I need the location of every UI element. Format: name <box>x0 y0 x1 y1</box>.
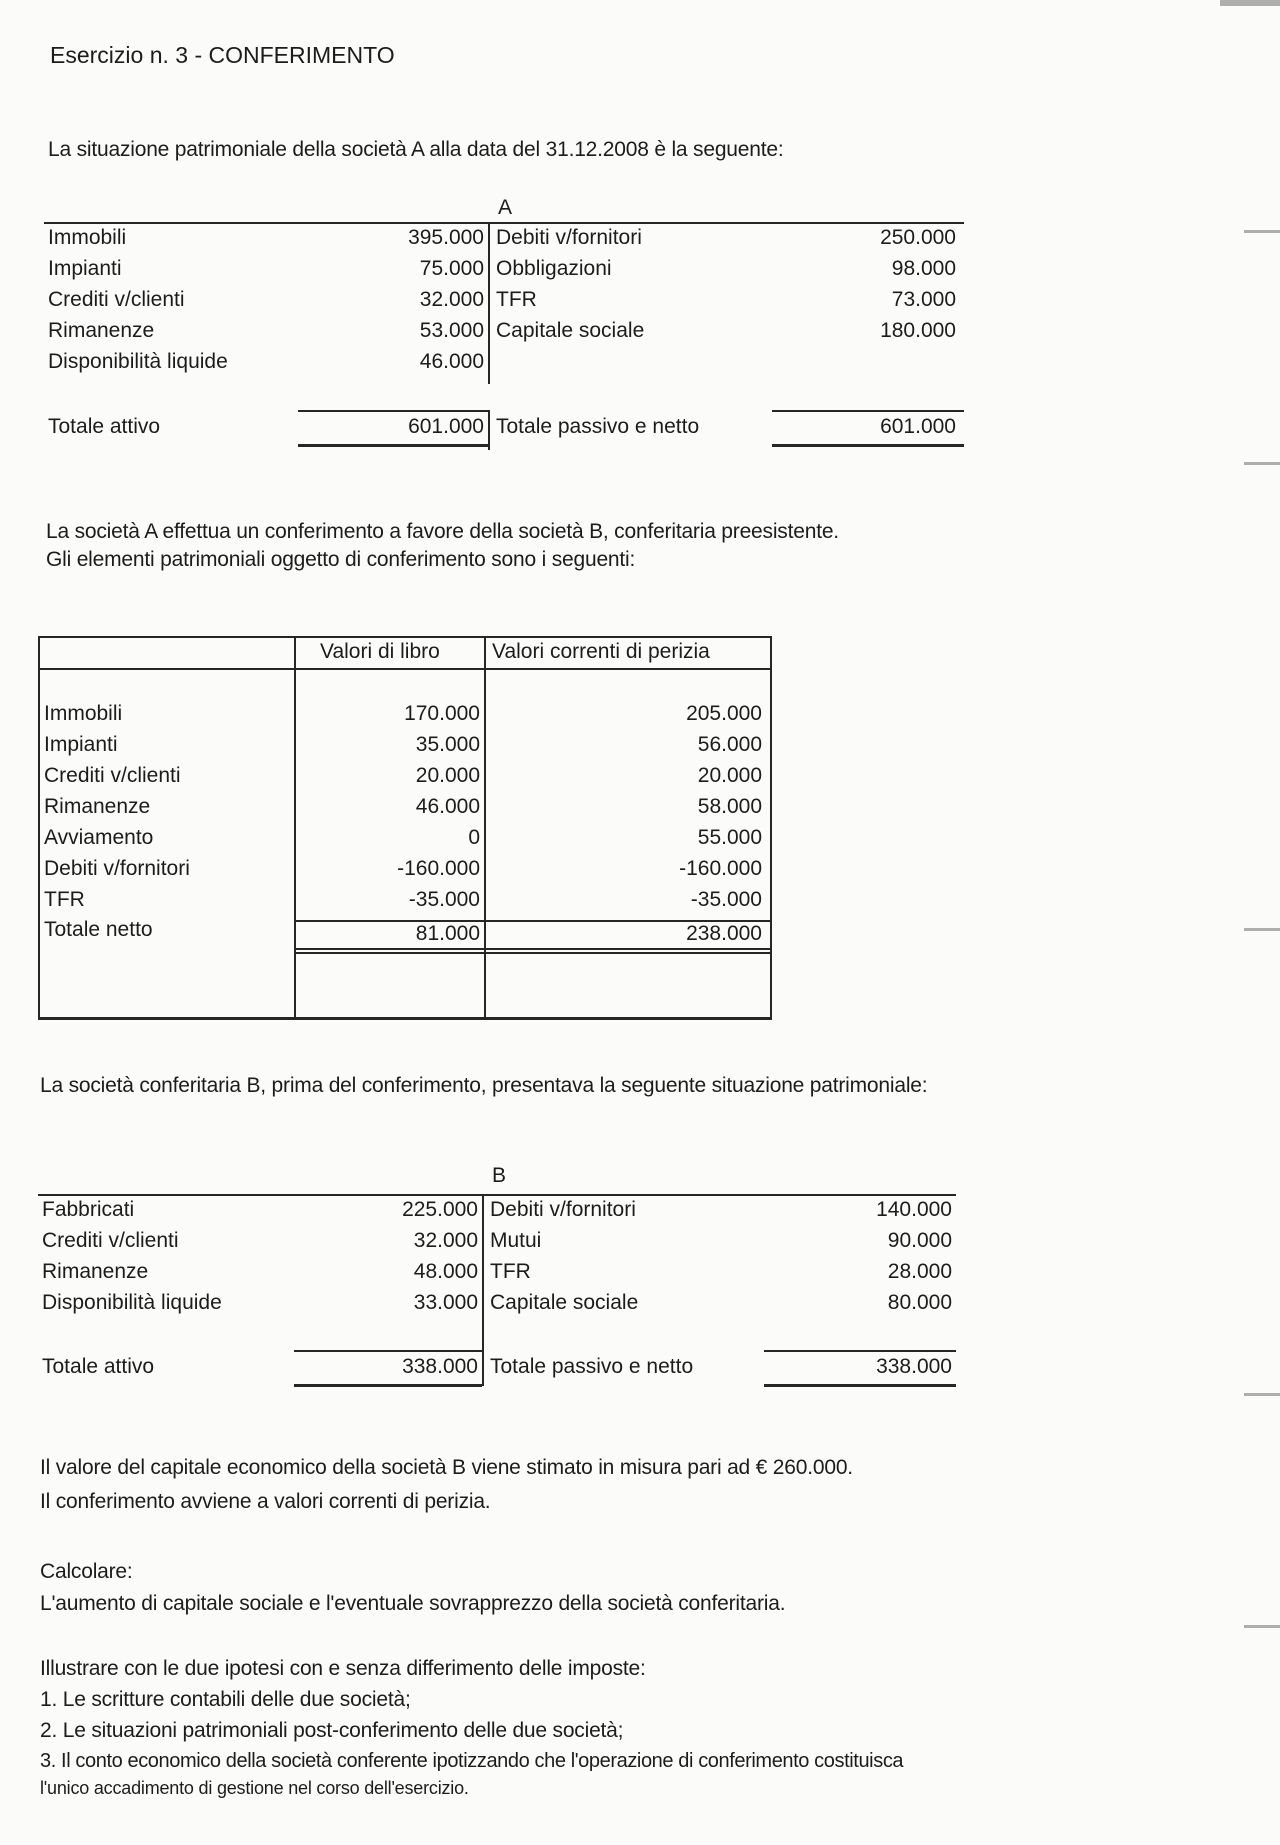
list-item-continuation: l'unico accadimento di gestione nel corso dell'esercizio. <box>40 1778 469 1798</box>
conf-row-current: 205.000 <box>686 702 762 725</box>
table-a-left-value: 75.000 <box>419 257 484 280</box>
total-rule <box>772 410 964 412</box>
paragraph-3: La società conferitaria B, prima del conferimento, presentava la seguente situazione patrimoniale: <box>40 1074 928 1097</box>
table-b-left-label: Crediti v/clienti <box>42 1229 179 1252</box>
conf-row-label: Rimanenze <box>44 795 151 818</box>
table-a-right-label: Capitale sociale <box>496 319 645 342</box>
table-a-right-label: Obbligazioni <box>496 257 612 280</box>
table-a-right-value: 180.000 <box>880 319 956 342</box>
table-b-left-value: 48.000 <box>413 1260 478 1283</box>
table-b-left-label: Fabbricati <box>42 1198 135 1221</box>
scan-edge-mark <box>1220 0 1280 6</box>
table-b-divider <box>482 1196 484 1386</box>
paragraph-2-line-2: Gli elementi patrimoniali oggetto di conferimento sono i seguenti: <box>46 548 636 571</box>
table-a-left-label: Immobili <box>48 226 127 249</box>
table-a-right-label: TFR <box>496 288 537 311</box>
table-b-total-right-label: Totale passivo e netto <box>490 1355 694 1378</box>
table-a-total-right-value: 601.000 <box>880 415 956 438</box>
table-b-right-value: 28.000 <box>887 1260 952 1283</box>
scan-edge-mark <box>1244 1625 1280 1628</box>
table-a-right-label: Debiti v/fornitori <box>496 226 642 249</box>
table-b-right-label: Mutui <box>490 1229 542 1252</box>
table-b-right-value: 90.000 <box>887 1229 952 1252</box>
conf-row-book: 20.000 <box>415 764 480 787</box>
table-a-right-value: 250.000 <box>880 226 956 249</box>
table-b-top-rule <box>38 1194 956 1196</box>
table-a-right-value: 73.000 <box>891 288 956 311</box>
table-a-left-label: Crediti v/clienti <box>48 288 185 311</box>
table-b-left-value: 32.000 <box>413 1229 478 1252</box>
paragraph-4-line-2: Il conferimento avviene a valori correnti di perizia. <box>40 1490 491 1513</box>
conf-table-bottom <box>38 1017 772 1020</box>
conf-row-label: TFR <box>44 888 85 911</box>
table-a-total-right-label: Totale passivo e netto <box>496 415 700 438</box>
table-b-header: B <box>492 1164 506 1187</box>
table-b-right-label: Capitale sociale <box>490 1291 639 1314</box>
conf-row-book: 35.000 <box>415 733 480 756</box>
exercise-title: Esercizio n. 3 - CONFERIMENTO <box>50 42 395 68</box>
conf-total-rule <box>294 948 772 950</box>
table-b-right-value: 80.000 <box>887 1291 952 1314</box>
table-a-right-value: 98.000 <box>891 257 956 280</box>
table-a-divider <box>488 224 490 384</box>
total-double-rule <box>772 444 964 447</box>
table-a-left-value: 53.000 <box>419 319 484 342</box>
conf-row-label: Immobili <box>44 702 123 725</box>
total-double-rule <box>298 444 488 447</box>
table-a-left-label: Rimanenze <box>48 319 155 342</box>
table-a-divider-total <box>488 410 490 450</box>
table-b-total-right-value: 338.000 <box>876 1355 952 1378</box>
table-a-total-left-label: Totale attivo <box>48 415 161 438</box>
table-a-left-label: Impianti <box>48 257 122 280</box>
conf-row-book: -35.000 <box>408 888 480 911</box>
table-b-total-left-label: Totale attivo <box>42 1355 155 1378</box>
conf-row-current: 56.000 <box>697 733 762 756</box>
total-rule <box>294 1350 482 1352</box>
conf-row-current: 58.000 <box>697 795 762 818</box>
table-a-left-value: 46.000 <box>419 350 484 373</box>
table-a-left-value: 395.000 <box>408 226 484 249</box>
table-b-total-left-value: 338.000 <box>402 1355 478 1378</box>
conf-col-current-header: Valori correnti di perizia <box>492 640 710 663</box>
illustrate-text: Illustrare con le due ipotesi con e senza differimento delle imposte: <box>40 1657 646 1680</box>
total-double-rule <box>294 1384 482 1387</box>
scan-edge-mark <box>1244 928 1280 931</box>
paragraph-2-line-1: La società A effettua un conferimento a favore della società B, conferitaria preesistente. <box>46 520 839 543</box>
conf-row-current: 55.000 <box>697 826 762 849</box>
table-b-left-value: 225.000 <box>402 1198 478 1221</box>
intro-text: La situazione patrimoniale della società A alla data del 31.12.2008 è la seguente: <box>48 138 784 161</box>
table-a-header: A <box>498 196 512 219</box>
table-a-total-left-value: 601.000 <box>408 415 484 438</box>
total-rule <box>764 1350 956 1352</box>
conf-row-label: Debiti v/fornitori <box>44 857 190 880</box>
table-b-left-value: 33.000 <box>413 1291 478 1314</box>
conf-row-book: 81.000 <box>415 922 480 945</box>
conf-table-header-rule <box>38 668 772 670</box>
list-item: 3. Il conto economico della società conferente ipotizzando che l'operazione di conferimento costituisca <box>40 1750 904 1772</box>
total-rule <box>298 410 488 412</box>
conf-row-current: -35.000 <box>690 888 762 911</box>
conf-row-label: Crediti v/clienti <box>44 764 181 787</box>
conf-total-rule <box>294 952 772 954</box>
list-item: 2. Le situazioni patrimoniali post-conferimento delle due società; <box>40 1719 624 1742</box>
total-double-rule <box>764 1384 956 1387</box>
scan-edge-mark <box>1244 462 1280 465</box>
conf-row-book: 170.000 <box>404 702 480 725</box>
table-a-left-label: Disponibilità liquide <box>48 350 228 373</box>
table-b-left-label: Disponibilità liquide <box>42 1291 222 1314</box>
calc-line: L'aumento di capitale sociale e l'eventuale sovrapprezzo della società conferitaria. <box>40 1592 786 1615</box>
conf-row-current: -160.000 <box>679 857 762 880</box>
calc-heading: Calcolare: <box>40 1560 133 1583</box>
table-b-right-label: TFR <box>490 1260 531 1283</box>
conf-table-left <box>38 636 40 1020</box>
table-b-left-label: Rimanenze <box>42 1260 149 1283</box>
scan-edge-mark <box>1244 1393 1280 1396</box>
conf-row-book: 0 <box>468 826 480 849</box>
table-a-left-value: 32.000 <box>419 288 484 311</box>
conf-row-label: Totale netto <box>44 918 153 941</box>
conf-row-book: -160.000 <box>397 857 480 880</box>
conf-table-top <box>38 636 772 638</box>
table-a-top-rule <box>44 222 964 224</box>
conf-col-book-header: Valori di libro <box>320 640 440 663</box>
conf-table-col1-left <box>294 636 296 1020</box>
conf-row-current: 238.000 <box>686 922 762 945</box>
conf-row-label: Avviamento <box>44 826 154 849</box>
list-item: 1. Le scritture contabili delle due società; <box>40 1688 411 1711</box>
table-b-right-label: Debiti v/fornitori <box>490 1198 636 1221</box>
scan-edge-mark <box>1244 230 1280 233</box>
conf-table-col2-left <box>484 636 486 1020</box>
conf-row-label: Impianti <box>44 733 118 756</box>
table-b-right-value: 140.000 <box>876 1198 952 1221</box>
conf-row-book: 46.000 <box>415 795 480 818</box>
conf-row-current: 20.000 <box>697 764 762 787</box>
conf-table-right <box>770 636 772 1020</box>
paragraph-4-line-1: Il valore del capitale economico della società B viene stimato in misura pari ad € 260.000. <box>40 1456 853 1479</box>
